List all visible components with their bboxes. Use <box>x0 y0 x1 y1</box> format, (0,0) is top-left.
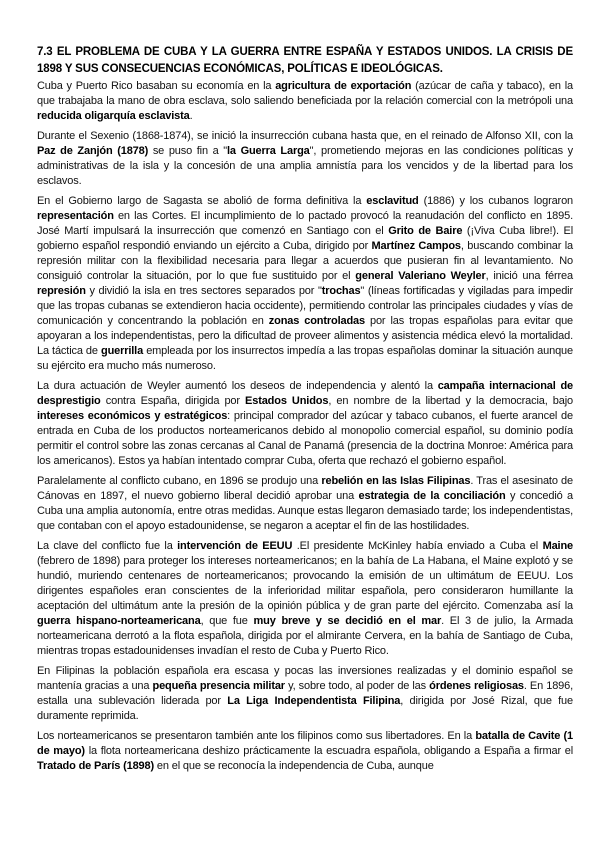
paragraph: Los norteamericanos se presentaron también ante los filipinos como sus libertadores. En la batalla de Cavite (1 de mayo) la flota norteamericana deshizo prácticamente la escuadra española, obligando a España a firmar el Tratado de París (1898) en el que se reconocía la independencia de Cuba, aunque <box>37 730 574 772</box>
bold-text: estrategia de la conciliación <box>358 490 506 502</box>
bold-text: guerrilla <box>101 345 144 357</box>
bold-text: Tratado de París (1898) <box>37 760 154 772</box>
bold-text: represión <box>37 285 86 297</box>
bold-text: campaña internacional de desprestigio <box>37 380 574 407</box>
bold-text: intereses económicos y estratégicos <box>37 410 228 422</box>
paragraph: Paralelamente al conflicto cubano, en 1896 se produjo una rebelión en las Islas Filipinas. Tras el asesinato de Cánovas en 1897, el nuevo gobierno liberal decidió aprobar una estrategia de la conciliación y concedió a Cuba una amplia autonomía, entre otras medidas. Aunque estas llegaron demasiado tarde; los independentistas, que contaban con el apoyo estadounidense, se negaron a aceptar el fin de las hostilidades. <box>37 475 574 532</box>
paragraph: La dura actuación de Weyler aumentó los deseos de independencia y alentó la campaña internacional de desprestigio contra España, dirigida por Estados Unidos, en nombre de la libertad y la democracia, bajo intereses económicos y estratégicos: principal comprador del azúcar y tabaco cubanos, el fuerte arancel de entrada en Cuba de los productos norteamericanos debido al monopolio comercial español, su dominio podía permitir el control sobre las zonas cercanas al Canal de Panamá (presencia de la doctrina Monroe: América para los americanos). Estos ya habían intentado comprar Cuba, oferta que rechazó el gobierno español. <box>37 380 574 467</box>
document-body <box>37 79 573 774</box>
bold-text: Martínez Campos <box>371 240 461 252</box>
bold-text: zonas controladas <box>268 315 365 327</box>
bold-text: la Guerra Larga <box>227 145 310 157</box>
bold-text: reducida oligarquía esclavista <box>37 110 190 122</box>
bold-text: intervención de EEUU <box>177 540 293 552</box>
bold-text: Paz de Zanjón (1878) <box>37 145 149 157</box>
bold-text: muy breve y se decidió en el mar <box>253 615 442 627</box>
bold-text: batalla de Cavite (1 de mayo) <box>37 730 573 757</box>
bold-text: Maine <box>542 540 573 552</box>
bold-text: esclavitud <box>366 195 419 207</box>
bold-text: Estados Unidos <box>245 395 329 407</box>
document-title: 7.3 EL PROBLEMA DE CUBA Y LA GUERRA ENTRE ESPAÑA Y ESTADOS UNIDOS. LA CRISIS DE 1898 Y SUS CONSECUENCIAS ECONÓMICAS, POLÍTICAS E IDEOLÓGICAS. <box>37 46 573 75</box>
bold-text: representación <box>37 210 114 222</box>
bold-text: La Liga Independentista Filipina <box>227 695 401 707</box>
paragraph: En Filipinas la población española era escasa y pocas las inversiones realizadas y el dominio español se mantenía gracias a una pequeña presencia militar y, sobre todo, al poder de las órdenes religiosas. En 1896, estalla una sublevación liderada por La Liga Independentista Filipina, dirigida por José Rizal, que fue duramente reprimida. <box>37 665 574 722</box>
bold-text: órdenes religiosas <box>429 680 524 692</box>
bold-text: rebelión en las Islas Filipinas <box>321 475 471 487</box>
bold-text: Grito de Baire <box>388 225 463 237</box>
bold-text: guerra hispano-norteamericana <box>37 615 201 627</box>
paragraph: Cuba y Puerto Rico basaban su economía en la agricultura de exportación (azúcar de caña y tabaco), en la que trabajaba la mano de obra esclava, solo saliendo beneficiada por la relación comercial con la metrópoli una reducida oligarquía esclavista. <box>37 80 573 122</box>
paragraph: En el Gobierno largo de Sagasta se abolió de forma definitiva la esclavitud (1886) y los cubanos lograron representación en las Cortes. El incumplimiento de lo pactado provocó la reanudación del conflicto en 1895. José Martí impulsará la insurrección que comenzó en Santiago con el Grito de Baire (¡Viva Cuba libre!). El gobierno español respondió enviando un ejército a Cuba, dirigido por Martínez Campos, buscando combinar la represión militar con la flexibilidad necesaria para llegar a acuerdos que pusieran fin al levantamiento. No consiguió controlar la situación, por lo que fue sustituido por el general Valeriano Weyler, inició una férrea represión y dividió la isla en tres sectores separados por "trochas" (líneas fortificadas y vigiladas para impedir que las tropas cubanas se extendieron hacia occidente), permitiendo controlar las principales ciudades y vías de comunicación y concentrando la población en zonas controladas por las tropas españolas para evitar que apoyaran a los independentistas, pero la dificultad de proveer alimentos y asistencia médica elevó la mortalidad. La táctica de guerrilla empleada por los insurrectos impedía a las tropas españolas dominar la situación aunque su ejército era mucho más numeroso. <box>37 195 574 372</box>
paragraph: Durante el Sexenio (1868-1874), se inició la insurrección cubana hasta que, en el reinado de Alfonso XII, con la Paz de Zanjón (1878) se puso fin a "la Guerra Larga", prometiendo mejoras en las condiciones políticas y administrativas de la isla y la concesión de una amplia amnistía para los vencidos y de la libertad para los esclavos. <box>37 130 573 187</box>
bold-text: pequeña presencia militar <box>152 680 285 692</box>
bold-text: trochas <box>321 285 361 297</box>
paragraph: La clave del conflicto fue la intervención de EEUU .El presidente McKinley había enviado a Cuba el Maine (febrero de 1898) para proteger los intereses norteamericanos; en la bahía de La Habana, el Maine explotó y se hundió, muriendo centenares de norteamericanos; provocando la emisión de un ultimátum de EEUU. Los dirigentes españoles eran conscientes de la inferioridad militar española, pero consideraron humillante la aceptación del ultimátum ante la presión de la opinión pública y de gran parte del ejército. Comenzaba así la guerra hispano-norteamericana, que fue muy breve y se decidió en el mar. El 3 de julio, la Armada norteamericana derrotó a la flota española, dirigida por el almirante Cervera, en la bahía de Santiago de Cuba, mientras tropas estadounidenses invadían el resto de Cuba y Puerto Rico. <box>37 540 573 657</box>
bold-text: general Valeriano Weyler <box>355 270 486 282</box>
bold-text: agricultura de exportación <box>275 80 412 92</box>
